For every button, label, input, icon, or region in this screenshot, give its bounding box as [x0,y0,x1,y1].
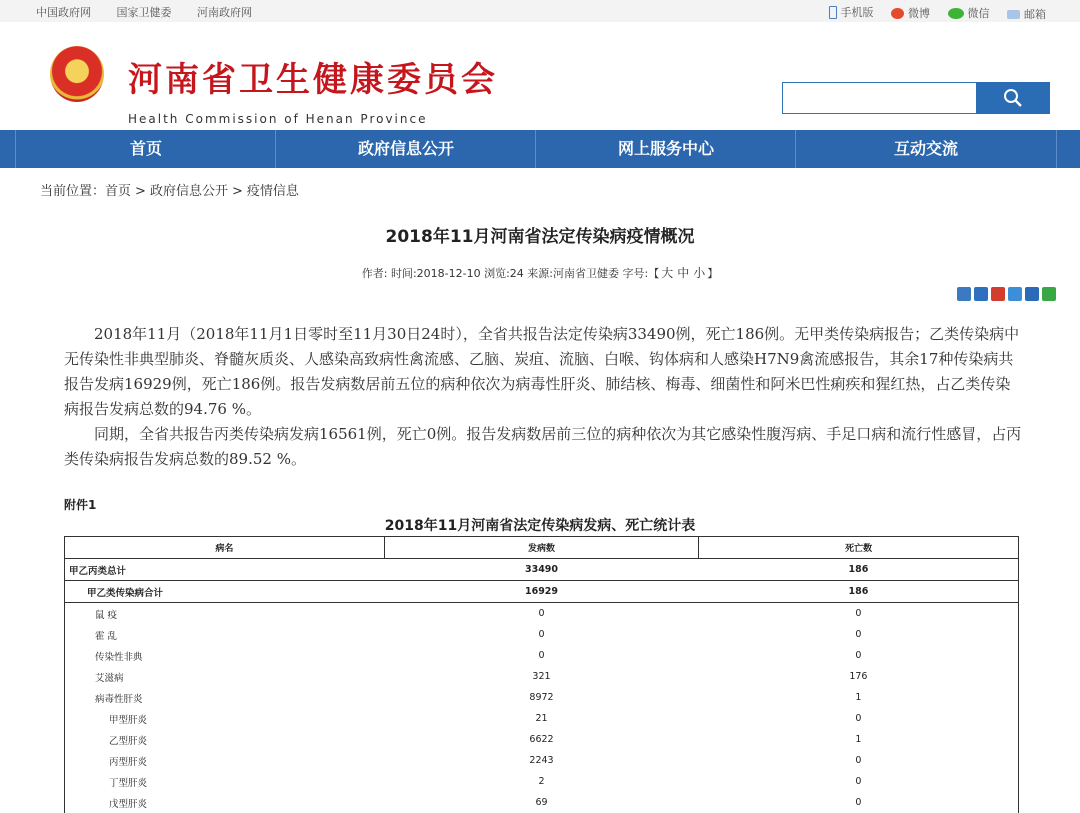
breadcrumb-gov-info[interactable]: 政府信息公开 [150,184,228,199]
cell-cases: 0 [384,603,699,625]
cell-disease-name: 甲乙类传染病合计 [65,581,385,603]
cell-deaths: 0 [699,792,1019,813]
article-body [64,322,1024,472]
cell-disease-name: 甲乙丙类总计 [65,559,385,581]
breadcrumb [40,180,299,199]
table-row [65,603,1019,625]
cell-cases: 2243 [384,750,699,771]
cell-disease-name: 甲型肝炎 [65,708,385,729]
cell-cases: 16929 [384,581,699,603]
table-title: 2018年11月河南省法定传染病发病、死亡统计表 [0,515,1080,535]
table-row [65,624,1019,645]
font-size-medium[interactable]: 中 [677,266,689,280]
national-emblem-icon [50,46,104,102]
article-meta [0,264,1080,281]
share-bar [957,287,1056,301]
article-paragraph: 2018年11月（2018年11月1日零时至11月30日24时），全省共报告法定传染病33490例，死亡186例。无甲类传染病报告；乙类传染病中无传染性非典型肺炎、脊髓灰质炎、人感染高致病性禽流感、乙脑、炭疽、流脑、白喉、钩体病和人感染H7N9禽流感报告，其余17种传染病共报告发病16929例，死亡186例。报告发病数居前五位的病种依次为病毒性肝炎、肺结核、梅毒、细菌性和阿米巴性痢疾和猩红热，占乙类传染病报告发病总数的94.76 %。 [64,322,1024,422]
top-right-links [815,4,1047,22]
article-paragraph: 同期，全省共报告丙类传染病发病16561例，死亡0例。报告发病数居前三位的病种依次为其它感染性腹泻病、手足口病和流行性感冒，占丙类传染病报告发病总数的89.52 %。 [64,422,1024,472]
search-button[interactable] [976,82,1050,114]
cell-disease-name: 乙型肝炎 [65,729,385,750]
table-row [65,771,1019,792]
cell-cases: 8972 [384,687,699,708]
table-body [65,559,1019,813]
link-nhc[interactable]: 国家卫健委 [117,6,172,19]
table-row [65,581,1019,603]
header-deaths: 死亡数 [699,537,1019,559]
site-header [0,22,1080,130]
table-row [65,559,1019,581]
link-henan-gov[interactable]: 河南政府网 [197,6,252,19]
mail-link[interactable]: 邮箱 [1007,6,1046,22]
main-nav [0,130,1080,168]
wechat-icon [948,8,964,19]
table-row [65,645,1019,666]
header-disease: 病名 [65,537,385,559]
cell-deaths: 1 [699,687,1019,708]
cell-disease-name: 鼠 疫 [65,603,385,625]
font-size-close: 】 [707,267,718,280]
mobile-link[interactable]: 手机版 [829,4,874,20]
table-header-row [65,537,1019,559]
nav-home[interactable]: 首页 [15,130,276,168]
table-row [65,687,1019,708]
cell-deaths: 0 [699,645,1019,666]
weibo-icon [891,8,904,19]
top-links [36,4,274,20]
table-row [65,666,1019,687]
cell-cases: 0 [384,645,699,666]
stats-table [64,536,1019,813]
breadcrumb-home[interactable]: 首页 [105,184,131,199]
cell-disease-name: 艾滋病 [65,666,385,687]
nav-gov-info[interactable]: 政府信息公开 [275,130,536,168]
search-icon [1003,88,1023,108]
mail-icon [1007,10,1020,19]
article-title: 2018年11月河南省法定传染病疫情概况 [0,222,1080,247]
share-qzone-icon[interactable] [974,287,988,301]
font-size-small[interactable]: 小 [693,266,705,280]
cell-disease-name: 戊型肝炎 [65,792,385,813]
cell-cases: 321 [384,666,699,687]
cell-deaths: 186 [699,581,1019,603]
breadcrumb-prefix: 当前位置： [40,184,105,199]
breadcrumb-sep: > [135,184,146,199]
wechat-link[interactable]: 微信 [948,5,990,21]
cell-deaths: 1 [699,729,1019,750]
cell-deaths: 0 [699,624,1019,645]
cell-deaths: 0 [699,603,1019,625]
share-qq-icon[interactable] [1008,287,1022,301]
cell-cases: 33490 [384,559,699,581]
table-row [65,750,1019,771]
phone-icon [829,6,837,19]
cell-deaths: 0 [699,708,1019,729]
share-wechat-icon[interactable] [1042,287,1056,301]
cell-deaths: 0 [699,771,1019,792]
share-more-icon[interactable] [957,287,971,301]
header-cases: 发病数 [384,537,699,559]
cell-cases: 21 [384,708,699,729]
font-size-open: 【 [648,267,659,280]
cell-deaths: 176 [699,666,1019,687]
nav-interaction[interactable]: 互动交流 [795,130,1057,168]
cell-disease-name: 霍 乱 [65,624,385,645]
top-bar [0,0,1080,22]
nav-online-service[interactable]: 网上服务中心 [535,130,796,168]
link-gov-cn[interactable]: 中国政府网 [36,6,91,19]
search-box [782,82,1048,114]
cell-cases: 6622 [384,729,699,750]
breadcrumb-epidemic[interactable]: 疫情信息 [247,184,299,199]
site-title[interactable]: 河南省卫生健康委员会 [128,52,498,101]
weibo-link[interactable]: 微博 [891,5,930,21]
cell-cases: 2 [384,771,699,792]
meta-text: 作者: 时间:2018-12-10 浏览:24 来源:河南省卫健委 字号: [362,267,648,280]
cell-disease-name: 丙型肝炎 [65,750,385,771]
share-renren-icon[interactable] [1025,287,1039,301]
cell-disease-name: 传染性非典 [65,645,385,666]
table-row [65,708,1019,729]
table-row [65,729,1019,750]
attachment-label: 附件1 [64,496,96,513]
search-input[interactable] [782,82,978,114]
cell-disease-name: 丁型肝炎 [65,771,385,792]
share-weibo-icon[interactable] [991,287,1005,301]
cell-cases: 0 [384,624,699,645]
cell-cases: 69 [384,792,699,813]
font-size-large[interactable]: 大 [661,266,673,280]
cell-deaths: 186 [699,559,1019,581]
cell-disease-name: 病毒性肝炎 [65,687,385,708]
breadcrumb-sep: > [232,184,243,199]
site-subtitle: Health Commission of Henan Province [128,112,427,126]
cell-deaths: 0 [699,750,1019,771]
